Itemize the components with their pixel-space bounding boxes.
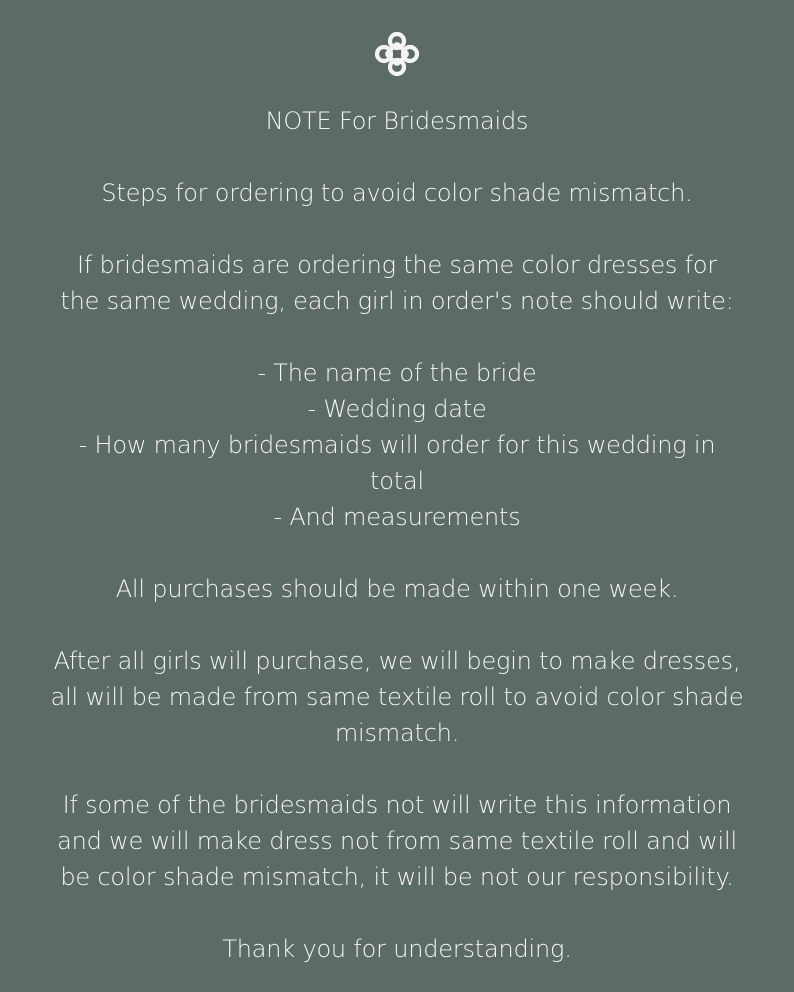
instruction-line: the same wedding, each girl in order's note should write: — [60, 287, 734, 315]
disclaimer-line: be color shade mismatch, it will be not our responsibility. — [60, 863, 734, 891]
checklist-item-bridesmaid-count-cont: total — [370, 467, 424, 495]
checklist-item-bridesmaid-count: - How many bridesmaids will order for this wedding in — [78, 431, 716, 459]
checklist-item-measurements: - And measurements — [273, 503, 521, 531]
timing-text: All purchases should be made within one week. — [115, 575, 679, 603]
production-paragraph — [0, 643, 794, 751]
instruction-paragraph — [0, 247, 794, 319]
disclaimer-paragraph — [0, 787, 794, 895]
production-line: mismatch. — [334, 719, 460, 747]
closing-paragraph — [0, 931, 794, 967]
production-line: all will be made from same textile roll to avoid color shade — [50, 683, 744, 711]
checklist — [0, 355, 794, 535]
disclaimer-line: If some of the bridesmaids not will write this information — [62, 791, 732, 819]
steps-intro: Steps for ordering to avoid color shade mismatch. — [101, 179, 693, 207]
checklist-item-bride-name: - The name of the bride — [257, 359, 537, 387]
note-title-paragraph — [0, 103, 794, 139]
production-line: After all girls will purchase, we will begin to make dresses, — [53, 647, 741, 675]
disclaimer-line: and we will make dress not from same textile roll and will — [57, 827, 737, 855]
note-title: NOTE For Bridesmaids — [265, 107, 529, 135]
closing-text: Thank you for understanding. — [222, 935, 572, 963]
instruction-line: If bridesmaids are ordering the same color dresses for — [76, 251, 718, 279]
celtic-knot-icon — [373, 30, 421, 78]
checklist-item-wedding-date: - Wedding date — [307, 395, 487, 423]
note-content — [0, 103, 794, 967]
steps-intro-paragraph — [0, 175, 794, 211]
timing-paragraph — [0, 571, 794, 607]
